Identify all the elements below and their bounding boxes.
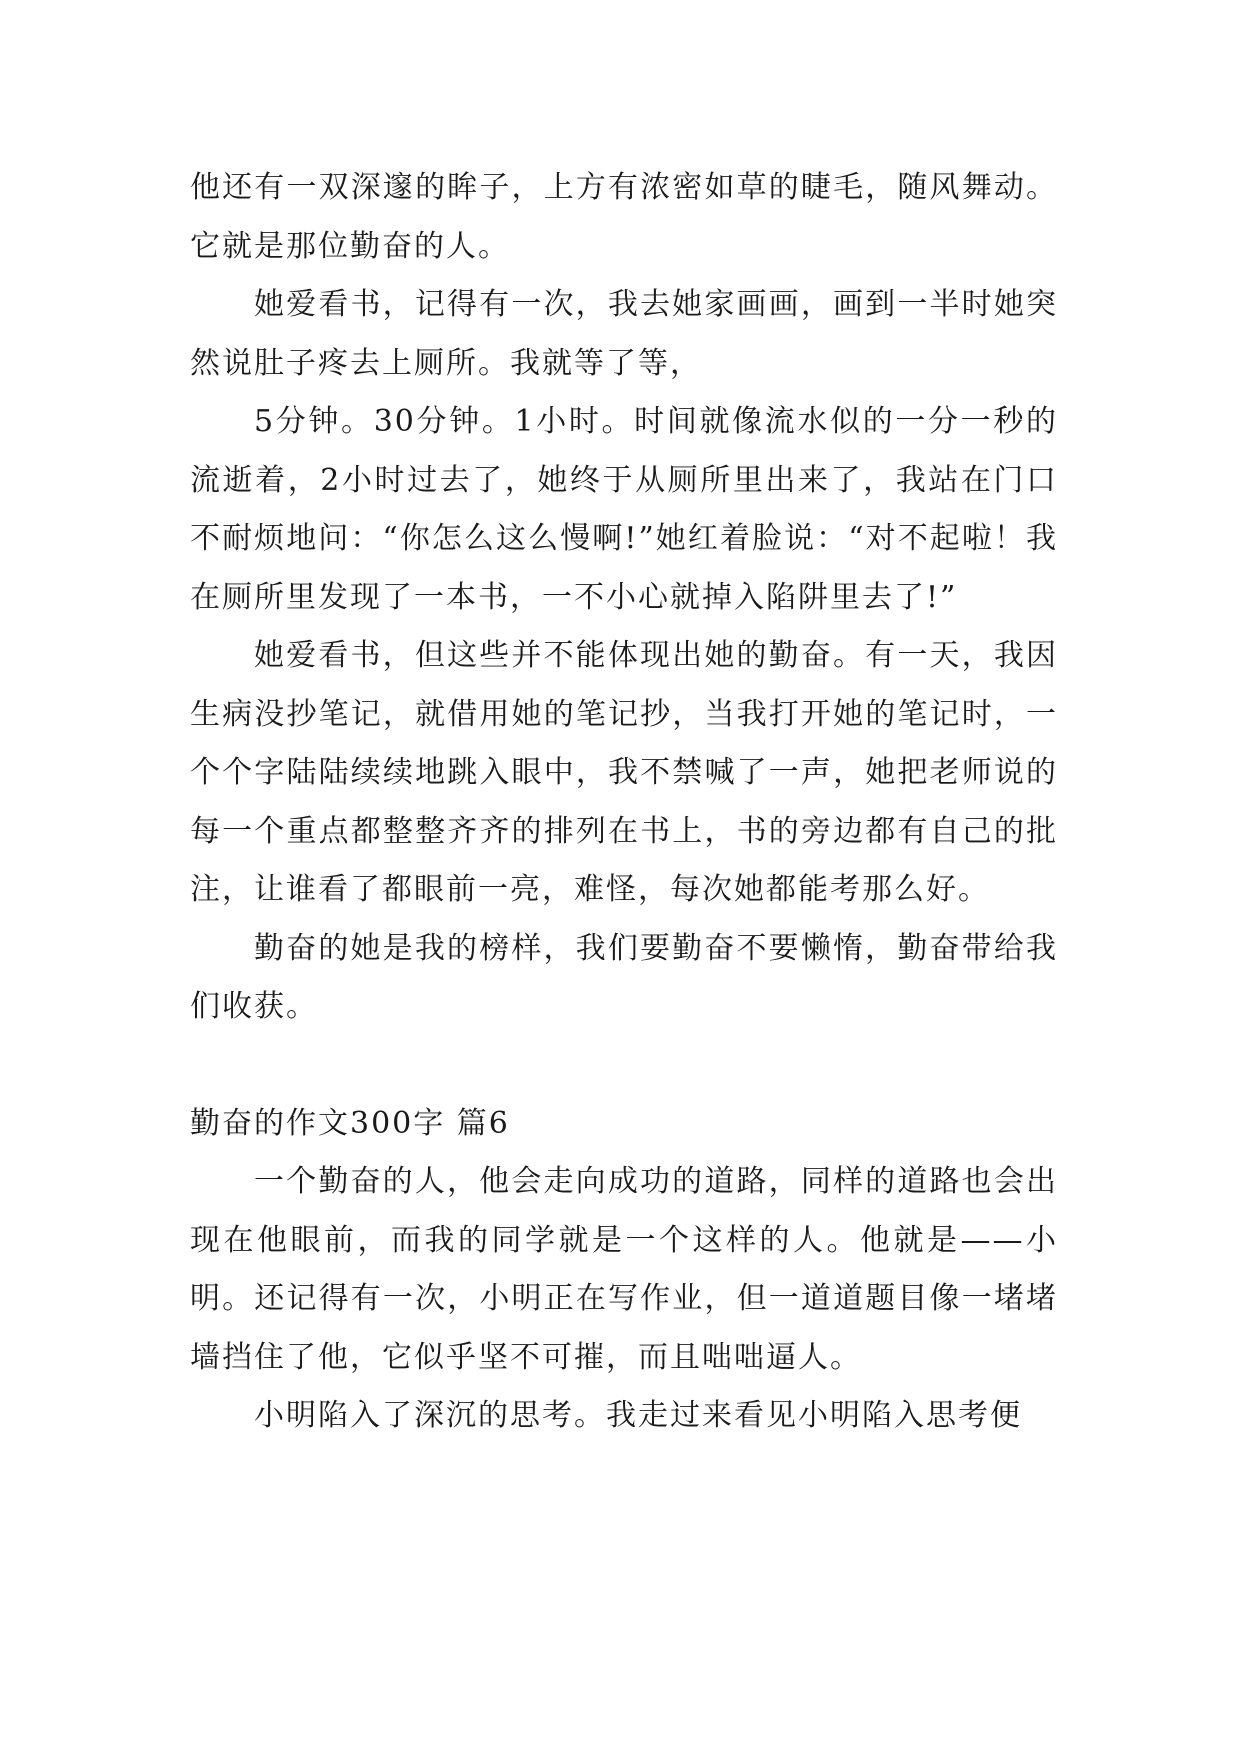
paragraph-2: 她爱看书，记得有一次，我去她家画画，画到一半时她突然说肚子疼去上厕所。我就等了等， [190,287,1058,381]
document-body [190,159,1058,1446]
paragraph-5: 勤奋的她是我的榜样，我们要勤奋不要懒惰，勤奋带给我们收获。 [190,930,1058,1024]
paragraph-3: 5分钟。30分钟。1小时。时间就像流水似的一分一秒的流逝着，2小时过去了，她终于从厕所里出来了，我站在门口不耐烦地问：“你怎么这么慢啊!”她红着脸说：“对不起啦！我在厕所里发现了一本书，一不小心就掉入陷阱里去了!” [190,404,1058,615]
section-heading: 勤奋的作文300字 篇6 [190,1105,510,1141]
paragraph-1: 他还有一双深邃的眸子，上方有浓密如草的睫毛，随风舞动。它就是那位勤奋的人。 [190,170,1058,264]
section-paragraph-2: 小明陷入了深沉的思考。我走过来看见小明陷入思考便 [254,1398,1022,1433]
section-paragraph-1: 一个勤奋的人，他会走向成功的道路，同样的道路也会出现在他眼前，而我的同学就是一个这样的人。他就是——小明。还记得有一次，小明正在写作业，但一道道题目像一堵堵墙挡住了他，它似乎坚不可摧，而且咄咄逼人。 [190,1164,1058,1375]
paragraph-4: 她爱看书，但这些并不能体现出她的勤奋。有一天，我因生病没抄笔记，就借用她的笔记抄，当我打开她的笔记时，一个个字陆陆续续地跳入眼中，我不禁喊了一声，她把老师说的每一个重点都整整齐齐的排列在书上，书的旁边都有自己的批注，让谁看了都眼前一亮，难怪，每次她都能考那么好。 [190,638,1058,907]
